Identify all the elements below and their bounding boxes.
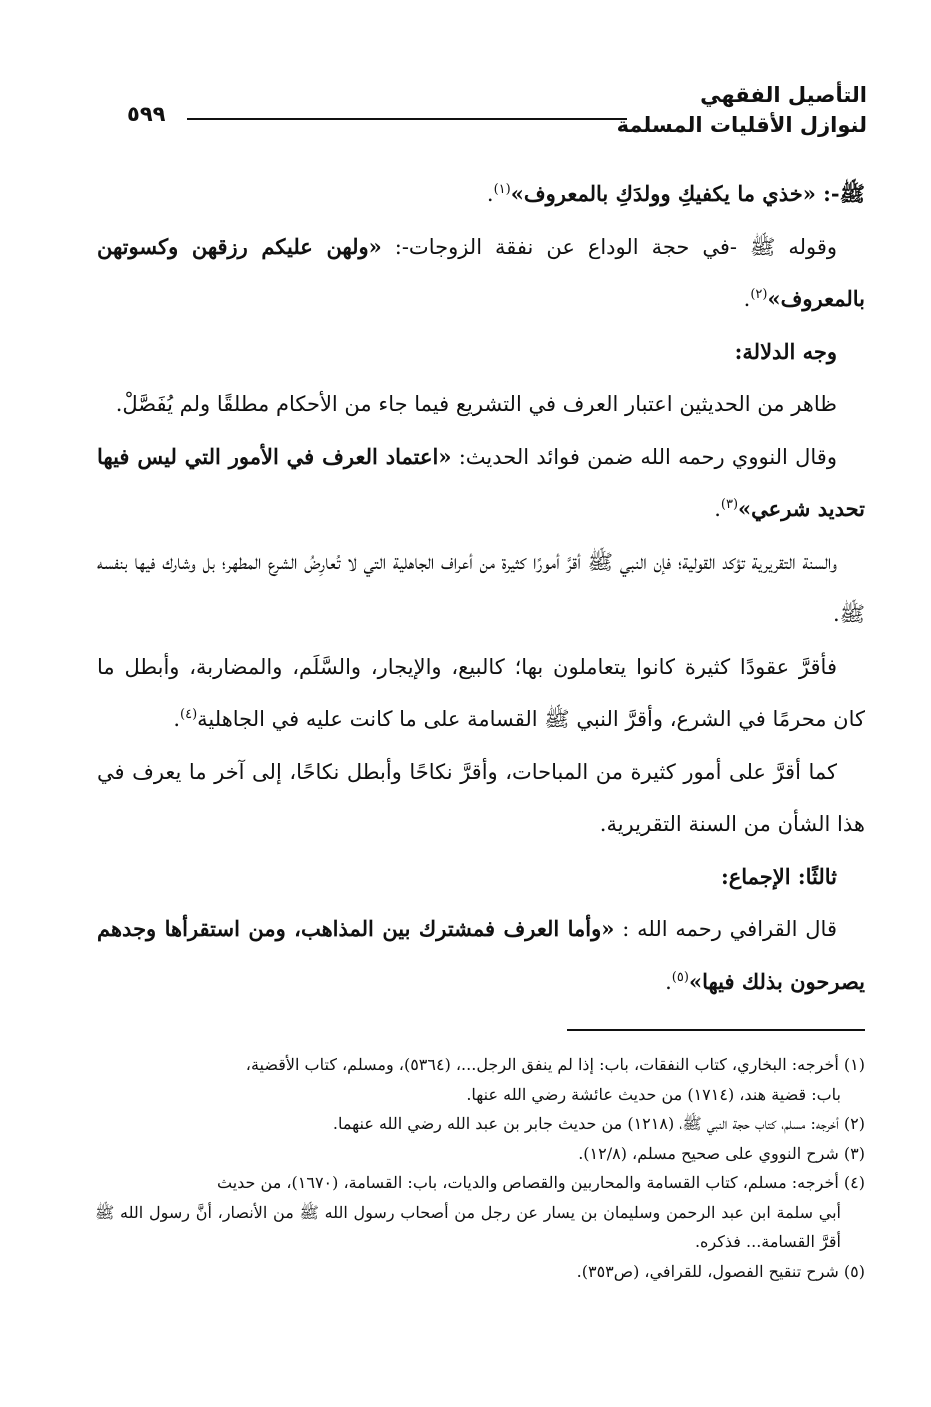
paragraph-2-end: .	[743, 287, 751, 311]
footnote-5	[95, 1257, 865, 1287]
footnote-label: (٤)	[843, 1173, 865, 1192]
footnote-text: شرح النووي على صحيح مسلم، (١٢/٨).	[578, 1143, 839, 1163]
footnote-3	[95, 1139, 865, 1169]
paragraph-8	[97, 903, 865, 1008]
paragraph-2-intro: وقوله ﷺ -في حجة الوداع عن نفقة الزوجات-:	[381, 234, 838, 259]
footnote-text: أخرجه: البخاري، كتاب النفقات، باب: إذا لم ينفق الرجل...، (٥٣٦٤)، ومسلم، كتاب الأقضية،	[245, 1055, 839, 1074]
footnote-label: (١)	[843, 1055, 865, 1074]
nawawi-quote: «اعتماد العرف في الأمور التي ليس فيها تحديد شرعي»	[97, 443, 865, 521]
footnote-text: أخرجه: مسلم، كتاب حجة النبي ﷺ، (١٢١٨) من حديث جابر بن عبد الله رضي الله عنهما.	[332, 1114, 839, 1133]
paragraph-7: كما أقرَّ على أمور كثيرة من المباحات، وأقرَّ نكاحًا وأبطل نكاحًا، إلى آخر ما يعرف في هذا الشأن من السنة التقريرية.	[97, 759, 865, 836]
header-rule	[187, 118, 627, 120]
page-number: ٥٩٩	[127, 102, 166, 126]
hadith-quote-2: «ولهن عليكم رزقهن وكسوتهن بالمعروف»	[97, 233, 865, 311]
hadith-quote-1: ﷺ-: «خذي ما يكفيكِ وولدَكِ بالمعروف»	[510, 181, 865, 206]
paragraph-1	[97, 168, 865, 221]
footnote-label: (٢)	[843, 1114, 865, 1133]
running-header	[87, 72, 867, 152]
paragraph-6	[97, 641, 865, 746]
qarafi-quote: «وأما العرف فمشترك بين المذاهب، ومن استقرأها وجدهم يصرحون بذلك فيها»	[97, 916, 865, 994]
paragraph-6-text: فأقرَّ عقودًا كثيرة كانوا يتعاملون بها؛ كالبيع، والإيجار، والسَّلَم، والمضاربة، وأبطل ما كان محرمًا في الشرع، وأقرَّ النبي ﷺ القسامة على ما كانت عليه في الجاهلية	[97, 654, 865, 731]
book-title-line2: لنوازل الأقليات المسلمة	[616, 113, 867, 137]
paragraph-8-intro: قال القرافي رحمه الله :	[614, 917, 837, 941]
footnote-4	[95, 1168, 865, 1198]
footnote-2	[95, 1109, 865, 1139]
paragraph-4-end: .	[714, 497, 721, 521]
footnote-1	[95, 1050, 865, 1080]
book-title-line1: التأصيل الفقهي	[700, 83, 867, 107]
paragraph-8-end: .	[665, 969, 672, 994]
footnote-ref-3: (٣)	[720, 497, 739, 512]
footnote-label: (٣)	[843, 1143, 865, 1163]
book-title	[617, 80, 867, 140]
paragraph-5: والسنة التقريرية تؤكد القولية؛ فإن النبي ﷺ أقرَّ أمورًا كثيرة من أعراف الجاهلية التي لا تُعارِضُ الشرع المطهر؛ بل وشارك فيها بنفسه ﷺ.	[97, 549, 865, 626]
footnote-4-continuation: أبي سلمة ابن عبد الرحمن وسليمان بن يسار عن رجل من أصحاب رسول الله ﷺ من الأنصار، أنَّ رسول الله ﷺ أقرَّ القسامة... فذكره.	[95, 1202, 841, 1251]
paragraph-1-end: .	[486, 182, 494, 206]
footnote-separator	[567, 1029, 865, 1031]
paragraph-4	[97, 431, 865, 536]
section-heading-wajh-aldalala: وجه الدلالة:	[734, 338, 837, 364]
footnote-ref-1: (١)	[493, 182, 511, 197]
footnotes	[95, 1050, 865, 1286]
paragraph-4-intro: وقال النووي رحمه الله ضمن فوائد الحديث:	[451, 444, 837, 469]
footnote-ref-4: (٤)	[180, 707, 198, 722]
footnote-ref-5: (٥)	[671, 969, 689, 985]
footnote-ref-2: (٢)	[750, 287, 768, 302]
paragraph-3: ظاهر من الحديثين اعتبار العرف في التشريع فيما جاء من الأحكام مطلقًا ولم يُفَصَّلْ.	[115, 392, 837, 416]
footnote-1-continuation: باب: قضية هند، (١٧١٤) من حديث عائشة رضي الله عنها.	[466, 1084, 841, 1104]
footnote-text: أخرجه: مسلم، كتاب القسامة والمحاربين والقصاص والديات، باب: القسامة، (١٦٧٠)، من حديث	[216, 1173, 839, 1192]
main-text	[97, 168, 865, 1008]
section-heading-ijma: ثالثًا: الإجماع:	[720, 863, 837, 889]
footnote-text: شرح تنقيح الفصول، للقرافي، (ص٣٥٣).	[576, 1261, 839, 1281]
paragraph-6-end: .	[173, 707, 181, 731]
footnote-label: (٥)	[843, 1261, 865, 1281]
paragraph-2	[97, 221, 865, 326]
